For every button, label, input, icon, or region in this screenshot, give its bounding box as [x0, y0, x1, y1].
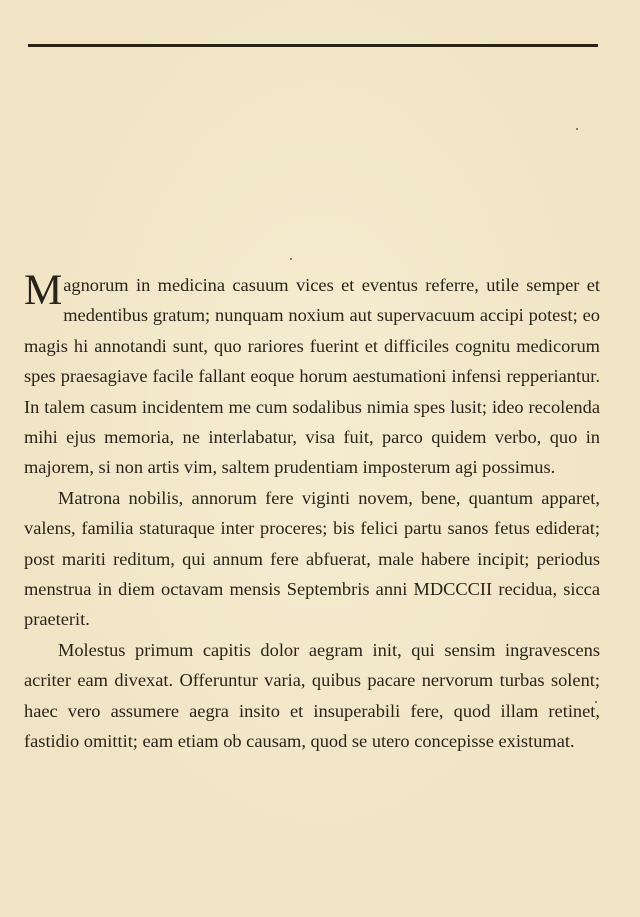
speck	[290, 258, 292, 260]
paragraph-text: Molestus primum capitis dolor aegram init, qui sensim ingravescens acriter eam divexat. Offeruntur varia, quibus pacare nervorum turbas solent; haec vero assumere aegra insito et insuperabili fere, quod illam retinet, fastidio omittit; eam etiam ob causam, quod se utero concepisse existumat.	[24, 639, 600, 752]
speck	[576, 128, 578, 130]
paragraph	[24, 267, 600, 483]
paragraph-text: agnorum in medicina casuum vices et eventus referre, utile semper et medentibus gratum; nunquam noxium aut supervacuum accipi potest; eo magis hi annotandi sunt, quo rariores fuerint et difficiles cognitu medicorum spes praesagiave facile fallant eoque horum aestumationi infensi repperiantur. In talem casum incidentem me cum sodalibus nimia spes lusit; ideo recolenda mihi ejus memoria, ne interlabatur, visa fuit, parco quidem verbo, quo in majorem, si non artis vim, saltem prudentiam imposterum agi possimus.	[24, 275, 600, 478]
header-rule	[28, 44, 598, 47]
drop-capital: M	[24, 267, 63, 314]
paragraph	[24, 483, 600, 635]
paragraph-text: Matrona nobilis, annorum fere viginti novem, bene, quantum apparet, valens, familia staturaque inter proceres; bis felici partu sanos fetus ediderat; post mariti reditum, qui annum fere abfuerat, male habere incipit; periodus menstrua in diem octavam mensis Septembris anni MDCCCII recidua, sicca praeterit.	[24, 487, 600, 630]
body-text	[24, 267, 600, 757]
paragraph	[24, 635, 600, 757]
